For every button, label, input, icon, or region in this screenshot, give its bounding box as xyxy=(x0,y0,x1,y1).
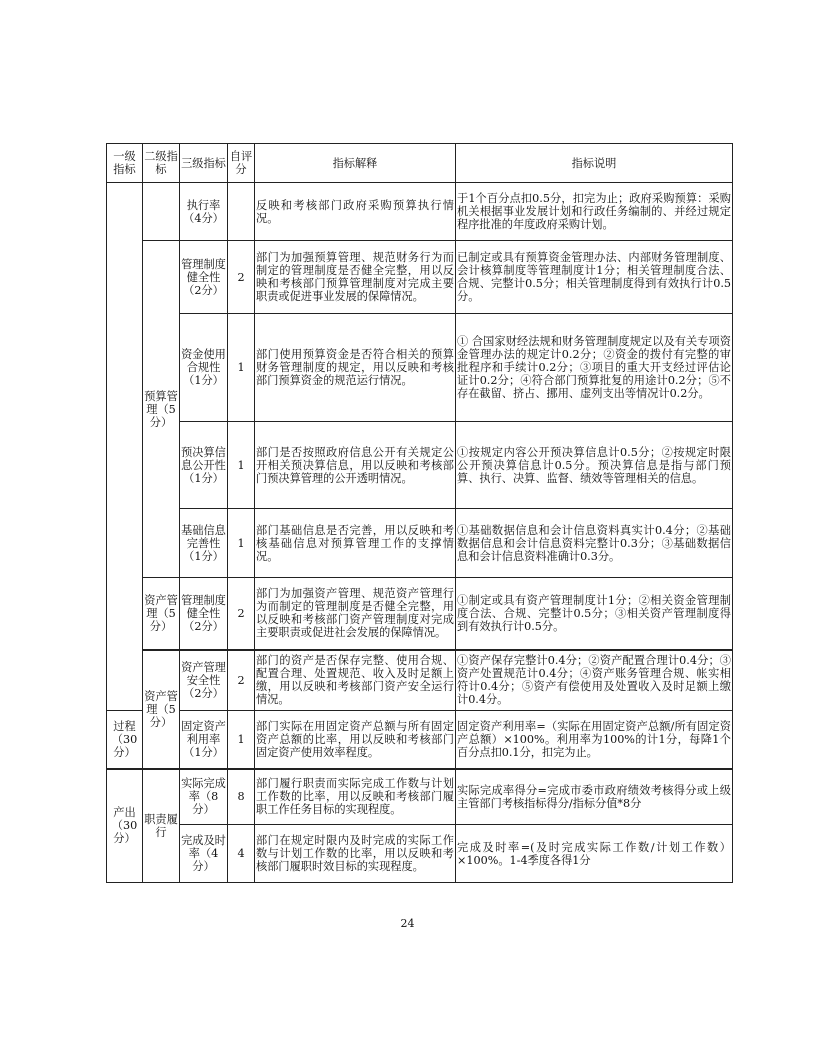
table-row xyxy=(107,183,733,241)
explain-cell: 部门在规定时限内及时完成的实际工作数与计划工作数的比率，用以反映和考核部门履职时效目标的实现程度。 xyxy=(255,825,456,883)
level2-duty-cell: 职责履行 xyxy=(143,769,180,883)
header-level1: 一级指标 xyxy=(107,144,143,183)
score-cell: 2 xyxy=(228,241,255,314)
level1-process-cell: 过程（30分） xyxy=(107,711,143,769)
table-row xyxy=(107,578,733,650)
explain-cell: 部门是否按照政府信息公开有关规定公开相关预决算信息，用以反映和考核部门预决算管理的公开透明情况。 xyxy=(255,422,456,509)
score-cell: 2 xyxy=(228,578,255,650)
score-cell xyxy=(228,183,255,241)
level3-cell: 执行率（4分） xyxy=(180,183,228,241)
table-row xyxy=(107,509,733,578)
explain-cell: 部门基础信息是否完善，用以反映和考核基础信息对预算管理工作的支撑情况。 xyxy=(255,509,456,578)
level3-cell: 管理制度健全性（2分） xyxy=(180,241,228,314)
level2-asset-cell-b: 资产管理（5分） xyxy=(143,650,180,769)
level2-asset-cell-a: 资产管理（5分） xyxy=(143,578,180,650)
description-cell: 已制定或具有预算资金管理办法、内部财务管理制度、会计核算制度等管理制度计1分；相关管理制度合法、合规、完整计0.5分；相关管理制度得到有效执行计0.5分。 xyxy=(456,241,733,314)
explain-cell: 部门使用预算资金是否符合相关的预算财务管理制度的规定，用以反映和考核部门预算资金的规范运行情况。 xyxy=(255,314,456,422)
indicator-table xyxy=(106,143,733,883)
page-number: 24 xyxy=(400,917,415,930)
score-cell: 8 xyxy=(228,769,255,825)
score-cell: 2 xyxy=(228,650,255,711)
score-cell: 1 xyxy=(228,711,255,769)
table-row xyxy=(107,711,733,769)
level3-cell: 基础信息完善性（1分） xyxy=(180,509,228,578)
level3-cell: 资金使用合规性（1分） xyxy=(180,314,228,422)
table-row xyxy=(107,314,733,422)
header-level2: 二级指标 xyxy=(143,144,180,183)
explain-cell: 反映和考核部门政府采购预算执行情况。 xyxy=(255,183,456,241)
description-cell: 完成及时率=(及时完成实际工作数/计划工作数）×100%。1-4季度各得1分 xyxy=(456,825,733,883)
level1-output-cell: 产出（30分） xyxy=(107,769,143,883)
explain-cell: 部门为加强资产管理、规范资产管理行为而制定的管理制度是否健全完整，用以反映和考核部门资产管理制度对完成主要职责或促进社会发展的保障情况。 xyxy=(255,578,456,650)
description-cell: ① 合国家财经法规和财务管理制度规定以及有关专项资金管理办法的规定计0.2分；②资金的拨付有完整的审批程序和手续计0.2分；③项目的重大开支经过评估论证计0.2分；④符合部门预算批复的用途计0.2分；⑤不存在截留、挤占、挪用、虚列支出等情况计0.2分。 xyxy=(456,314,733,422)
score-cell: 1 xyxy=(228,509,255,578)
table-row xyxy=(107,769,733,825)
score-cell: 1 xyxy=(228,422,255,509)
level3-cell: 资产管理安全性（2分） xyxy=(180,650,228,711)
score-cell: 1 xyxy=(228,314,255,422)
description-cell: ①按规定内容公开预决算信息计0.5分；②按规定时限公开预决算信息计0.5分。预决算信息是指与部门预算、执行、决算、监督、绩效等管理相关的信息。 xyxy=(456,422,733,509)
description-cell: 于1个百分点扣0.5分，扣完为止；政府采购预算：采购机关根据事业发展计划和行政任务编制的、并经过规定程序批准的年度政府采购计划。 xyxy=(456,183,733,241)
level3-cell: 实际完成率（8分） xyxy=(180,769,228,825)
level3-cell: 固定资产利用率（1分） xyxy=(180,711,228,769)
description-cell: 固定资产利用率=（实际在用固定资产总额/所有固定资产总额）×100%。利用率为100%的计1分，每降1个百分点扣0.1分，扣完为止。 xyxy=(456,711,733,769)
level1-process-cell-top xyxy=(107,183,143,711)
explain-cell: 部门的资产是否保存完整、使用合规、配置合理、处置规范、收入及时足额上缴，用以反映和考核部门资产安全运行情况。 xyxy=(255,650,456,711)
header-score: 自评分 xyxy=(228,144,255,183)
explain-cell: 部门实际在用固定资产总额与所有固定资产总额的比率，用以反映和考核部门固定资产使用效率程度。 xyxy=(255,711,456,769)
explain-cell: 部门履行职责而实际完成工作数与计划工作数的比率，用以反映和考核部门履职工作任务目标的实现程度。 xyxy=(255,769,456,825)
score-cell: 4 xyxy=(228,825,255,883)
description-cell: 实际完成率得分=完成市委市政府绩效考核得分或上级主管部门考核指标得分/指标分值*8分 xyxy=(456,769,733,825)
level2-blank-cell xyxy=(143,183,180,241)
table-header-row xyxy=(107,144,733,183)
level3-cell: 管理制度健全性（2分） xyxy=(180,578,228,650)
level2-budget-cell: 预算管理（5分） xyxy=(143,241,180,578)
header-explain: 指标解释 xyxy=(255,144,456,183)
table-row xyxy=(107,650,733,711)
table-row xyxy=(107,241,733,314)
level3-cell: 完成及时率（4分） xyxy=(180,825,228,883)
table-row xyxy=(107,825,733,883)
header-level3: 三级指标 xyxy=(180,144,228,183)
table-row xyxy=(107,422,733,509)
description-cell: ①制定或具有资产管理制度计1分；②相关资金管理制度合法、合规、完整计0.5分；③相关资产管理制度得到有效执行计0.5分。 xyxy=(456,578,733,650)
description-cell: ①基础数据信息和会计信息资料真实计0.4分；②基础数据信息和会计信息资料完整计0.3分；③基础数据信息和会计信息资料准确计0.3分。 xyxy=(456,509,733,578)
description-cell: ①资产保存完整计0.4分；②资产配置合理计0.4分；③资产处置规范计0.4分；④资产账务管理合规、帐实相符计0.4分；⑤资产有偿使用及处置收入及时足额上缴计0.4分。 xyxy=(456,650,733,711)
header-description: 指标说明 xyxy=(456,144,733,183)
explain-cell: 部门为加强预算管理、规范财务行为而制定的管理制度是否健全完整，用以反映和考核部门预算管理制度对完成主要职责或促进事业发展的保障情况。 xyxy=(255,241,456,314)
level3-cell: 预决算信息公开性（1分） xyxy=(180,422,228,509)
